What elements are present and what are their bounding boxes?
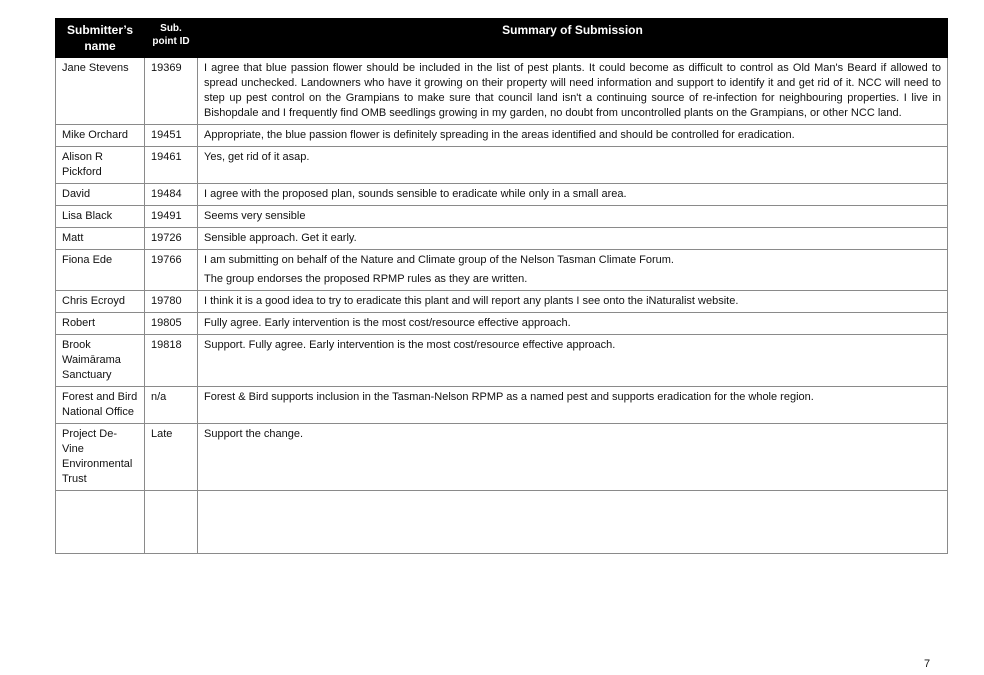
summary-paragraph: Support the change. [204, 428, 304, 440]
empty-cell [198, 491, 948, 554]
table-row [56, 206, 948, 228]
summary-paragraph: I am submitting on behalf of the Nature and Climate group of the Nelson Tasman Climate Forum. [204, 254, 674, 266]
summary-paragraph: Appropriate, the blue passion flower is definitely spreading in the areas identified and should be controlled for eradication. [204, 129, 795, 141]
submission-summary [198, 147, 948, 184]
submission-summary [198, 313, 948, 335]
submission-summary [198, 387, 948, 424]
header-submitter-name: Submitter’s name [56, 19, 145, 58]
summary-paragraph: Yes, get rid of it asap. [204, 151, 310, 163]
table-row [56, 313, 948, 335]
summary-paragraph: Forest & Bird supports inclusion in the Tasman-Nelson RPMP as a named pest and supports eradication for the whole region. [204, 391, 814, 403]
summary-paragraph: I agree that blue passion flower should be included in the list of pest plants. It could become as difficult to control as Old Man's Beard if allowed to spread unchecked. Landowners who have it growing on their property will need information and support to identify it and get rid of it. NCC will need to step up pest control on the Grampians to make sure that council land isn't a continuing source of re-infection for neighbouring properties. I live in Bishopdale and I frequently find OMB seedlings growing in my garden, no doubt from uncontrolled plants on the Grampians, or other NCC land. [204, 62, 941, 119]
submitter-name: Mike Orchard [56, 125, 145, 147]
sub-point-id: 19766 [145, 250, 198, 291]
table-body [56, 58, 948, 554]
table-row [56, 387, 948, 424]
submission-summary [198, 250, 948, 291]
sub-point-id: 19805 [145, 313, 198, 335]
sub-point-id: 19451 [145, 125, 198, 147]
table-row [56, 424, 948, 491]
submission-summary [198, 291, 948, 313]
sub-point-id: 19780 [145, 291, 198, 313]
submitter-name: Robert [56, 313, 145, 335]
summary-paragraph: I agree with the proposed plan, sounds sensible to eradicate while only in a small area. [204, 188, 627, 200]
empty-cell [56, 491, 145, 554]
sub-point-id: 19726 [145, 228, 198, 250]
submitter-name: Forest and Bird National Office [56, 387, 145, 424]
submission-summary [198, 58, 948, 125]
empty-cell [145, 491, 198, 554]
sub-point-id: 19818 [145, 335, 198, 387]
table-row [56, 125, 948, 147]
submitter-name: Brook Waimārama Sanctuary [56, 335, 145, 387]
page-number: 7 [924, 658, 931, 670]
submitter-name: Fiona Ede [56, 250, 145, 291]
table-row [56, 335, 948, 387]
empty-row [56, 491, 948, 554]
header-summary: Summary of Submission [198, 19, 948, 58]
submissions-table [55, 18, 948, 554]
summary-paragraph: Seems very sensible [204, 210, 306, 222]
table-row [56, 184, 948, 206]
summary-paragraph: The group endorses the proposed RPMP rules as they are written. [204, 273, 528, 285]
sub-point-id: Late [145, 424, 198, 491]
submission-summary [198, 184, 948, 206]
submission-summary [198, 335, 948, 387]
header-sub-point-id: Sub. point ID [145, 19, 198, 58]
sub-point-id: 19461 [145, 147, 198, 184]
table-row [56, 228, 948, 250]
sub-point-id: 19491 [145, 206, 198, 228]
table-header-row [56, 19, 948, 58]
submission-summary [198, 125, 948, 147]
summary-paragraph: Fully agree. Early intervention is the most cost/resource effective approach. [204, 317, 571, 329]
sub-point-id: n/a [145, 387, 198, 424]
table-row [56, 58, 948, 125]
submitter-name: Matt [56, 228, 145, 250]
table-row [56, 250, 948, 291]
table-row [56, 291, 948, 313]
submitter-name: Project De-Vine Environmental Trust [56, 424, 145, 491]
submission-summary [198, 228, 948, 250]
summary-paragraph: Support. Fully agree. Early intervention is the most cost/resource effective approach. [204, 339, 616, 351]
submission-summary [198, 424, 948, 491]
summary-paragraph: Sensible approach. Get it early. [204, 232, 357, 244]
submitter-name: Alison R Pickford [56, 147, 145, 184]
sub-point-id: 19484 [145, 184, 198, 206]
submitter-name: David [56, 184, 145, 206]
summary-paragraph: I think it is a good idea to try to eradicate this plant and will report any plants I see onto the iNaturalist website. [204, 295, 739, 307]
submission-summary [198, 206, 948, 228]
submitter-name: Lisa Black [56, 206, 145, 228]
submitter-name: Jane Stevens [56, 58, 145, 125]
sub-point-id: 19369 [145, 58, 198, 125]
submitter-name: Chris Ecroyd [56, 291, 145, 313]
table-row [56, 147, 948, 184]
